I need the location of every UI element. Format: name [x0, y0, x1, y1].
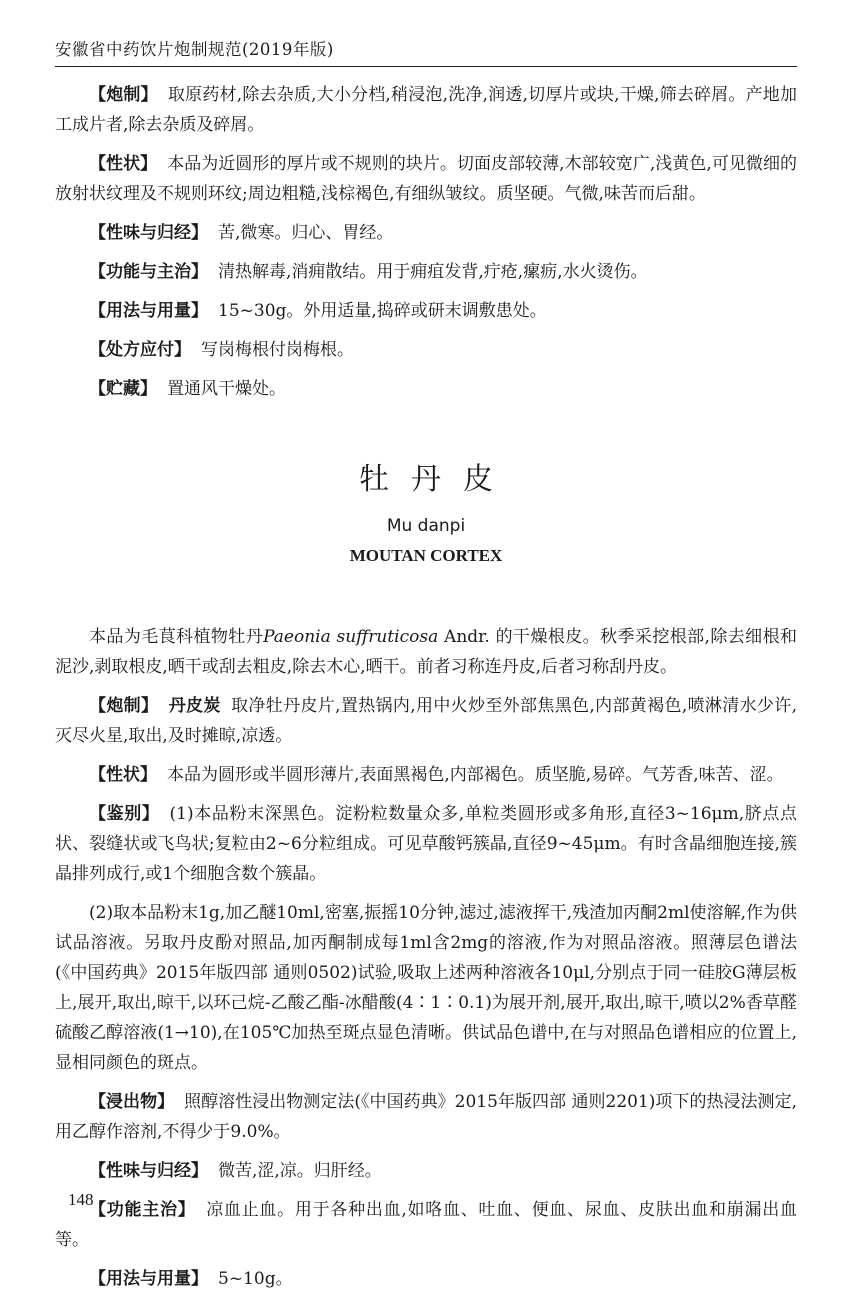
subsection-heading: 丹皮炭 — [168, 696, 221, 716]
page-body — [55, 80, 797, 1303]
section-heading: 【性味与归经】 — [89, 223, 208, 243]
jianbie-section — [55, 799, 797, 889]
running-header: 安徽省中药饮片炮制规范(2019年版) — [55, 40, 334, 59]
section-text: 苦,微寒。归心、胃经。 — [218, 223, 394, 243]
intro-text: 本品为毛茛科植物牡丹 — [89, 627, 264, 647]
section-heading: 【功能与主治】 — [89, 262, 208, 282]
header-rule — [55, 66, 797, 67]
section-text: (2)取本品粉末1g,加乙醚10ml,密塞,振摇10分钟,滤过,滤液挥干,残渣加丙酮2ml使溶解,作为供试品溶液。另取丹皮酚对照品,加丙酮制成每1ml含2mg的溶液,作为对照品溶液。照薄层色谱法(《中国药典》2015年版四部 通则0502)试验,吸取上述两种溶液各10μl,分别点于同一硅胶G薄层板上,展开,取出,晾干,以环己烷-乙酸乙酯-冰醋酸(4∶1∶0.1)为展开剂,展开,取出,晾干,喷以2%香草醛硫酸乙醇溶液(1→10),在105℃加热至斑点显色清晰。供试品色谱中,在与对照品色谱相应的位置上,显相同颜色的斑点。 — [55, 903, 797, 1073]
entry-title-pinyin: Mu danpi — [386, 516, 466, 536]
section-heading: 【炮制】 — [89, 696, 159, 716]
section-text: (1)本品粉末深黑色。淀粉粒数量众多,单粒类圆形或多角形,直径3~16μm,脐点点状、裂缝状或飞鸟状;复粒由2~6分粒组成。可见草酸钙簇晶,直径9~45μm。有时含晶细胞连接,簇晶排列成行,或1个细胞含数个簇晶。 — [55, 804, 798, 884]
section-heading: 【鉴别】 — [89, 804, 160, 824]
section-heading: 【用法与用量】 — [89, 1269, 208, 1289]
xingwei-section — [55, 1156, 797, 1186]
section-text: 取净牡丹皮片,置热锅内,用中火炒至外部焦黑色,内部黄褐色,喷淋清水少许,灭尽火星,取出,及时摊晾,凉透。 — [55, 696, 798, 746]
section-text: 5~10g。 — [218, 1269, 293, 1289]
prev-chufang-section — [55, 335, 797, 365]
prev-gongneng-section — [55, 257, 797, 287]
section-heading: 【性状】 — [89, 154, 158, 174]
section-heading: 【功能主治】 — [89, 1200, 196, 1220]
entry-title-block — [55, 460, 797, 568]
paozhi-section — [55, 691, 797, 751]
intro-latin-name: Paeonia suffruticosa — [263, 627, 439, 647]
section-heading: 【炮制】 — [89, 85, 158, 105]
prev-xingwei-section — [55, 218, 797, 248]
yongfa-section — [55, 1264, 797, 1294]
section-text: 照醇溶性浸出物测定法(《中国药典》2015年版四部 通则2201)项下的热浸法测定,用乙醇作溶剂,不得少于9.0%。 — [55, 1092, 798, 1142]
xingzhuang-section — [55, 760, 797, 790]
section-heading: 【处方应付】 — [89, 340, 191, 360]
page-number: 148 — [68, 1190, 94, 1209]
section-text: 凉血止血。用于各种出血,如咯血、吐血、便血、尿血、皮肤出血和崩漏出血等。 — [55, 1200, 798, 1250]
section-text: 本品为圆形或半圆形薄片,表面黑褐色,内部褐色。质坚脆,易碎。气芳香,味苦、涩。 — [167, 765, 784, 785]
jinchuwu-section — [55, 1087, 797, 1147]
entry-title-latin: MOUTAN CORTEX — [349, 546, 503, 565]
section-heading: 【性状】 — [89, 765, 157, 785]
section-text: 微苦,涩,凉。归肝经。 — [218, 1161, 382, 1181]
section-text: 取原药材,除去杂质,大小分档,稍浸泡,洗净,润透,切厚片或块,干燥,筛去碎屑。产地加工成片者,除去杂质及碎屑。 — [55, 85, 797, 135]
prev-xingzhuang-section — [55, 149, 797, 209]
section-heading: 【用法与用量】 — [89, 301, 208, 321]
prev-zhucang-section — [55, 374, 797, 404]
section-text: 15~30g。外用适量,捣碎或研末调敷患处。 — [218, 301, 547, 321]
intro-text: Andr. 的干燥根皮。秋季采挖根部,除去细根和泥沙,剥取根皮,晒干或刮去粗皮,除去木心,晒干。前者习称连丹皮,后者习称刮丹皮。 — [55, 627, 798, 677]
section-heading: 【浸出物】 — [89, 1092, 175, 1112]
entry-title-chinese: 牡丹皮 — [359, 462, 515, 497]
prev-yongfa-section — [55, 296, 797, 326]
section-text: 清热解毒,消痈散结。用于痈疽发背,疔疮,瘰疬,水火烫伤。 — [218, 262, 648, 282]
section-text: 写岗梅根付岗梅根。 — [201, 340, 354, 360]
section-heading: 【贮藏】 — [89, 379, 157, 399]
section-text: 本品为近圆形的厚片或不规则的块片。切面皮部较薄,木部较宽广,浅黄色,可见微细的放射状纹理及不规则环纹;周边粗糙,浅棕褐色,有细纵皱纹。质坚硬。气微,味苦而后甜。 — [55, 154, 797, 204]
entry-intro — [55, 622, 797, 682]
section-text: 置通风干燥处。 — [167, 379, 286, 399]
section-heading: 【性味与归经】 — [89, 1161, 208, 1181]
jianbie-section-part2 — [55, 898, 797, 1078]
prev-paozhi-section — [55, 80, 797, 140]
gongneng-section — [55, 1195, 797, 1255]
